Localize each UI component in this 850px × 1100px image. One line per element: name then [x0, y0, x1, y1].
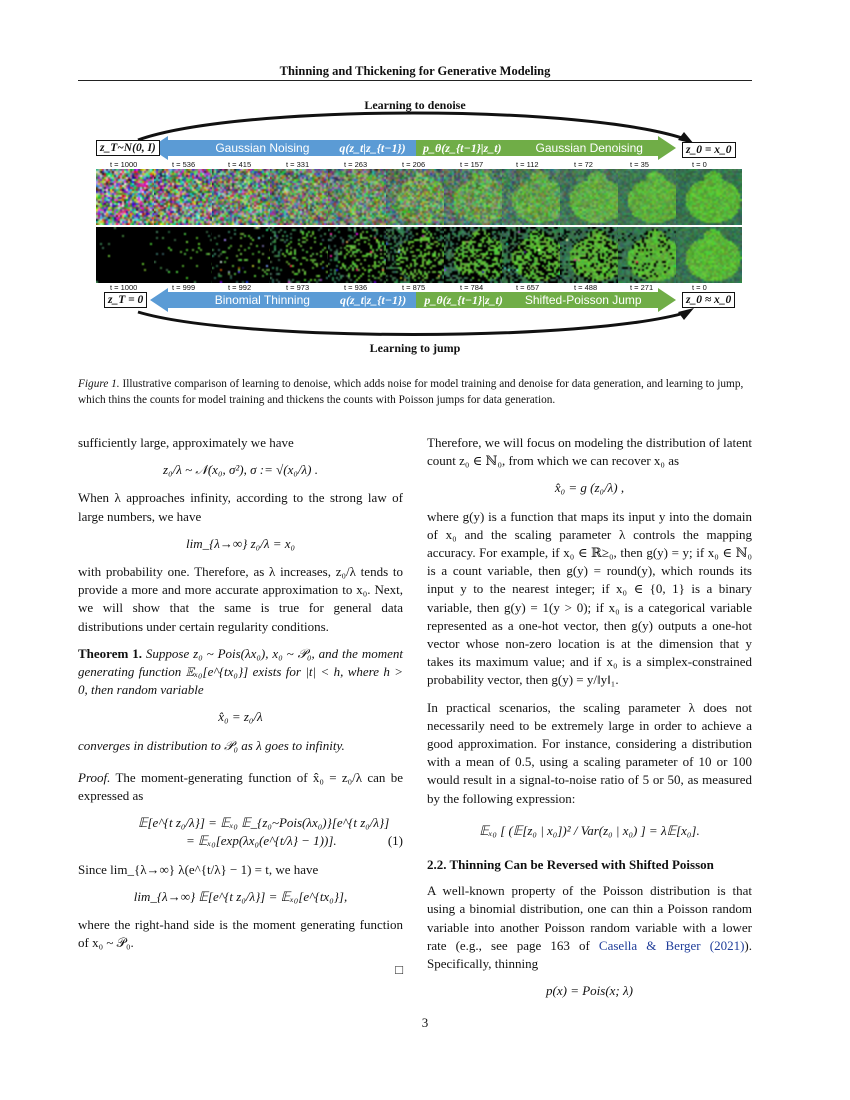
bottom-right-box: z_0 ≈ x_0	[682, 292, 735, 308]
top-left-box: z_T~N(0, I)	[96, 140, 160, 156]
frame-tile	[444, 227, 510, 283]
paragraph: with probability one. Therefore, as λ increases, z₀/λ tends to provide a more and more accurate approximation to x₀. Next, we will show that the same is true for general data distributions under certain regularity conditions.	[78, 564, 403, 634]
proof-text: The moment-generating function of x̂₀ = z₀/λ can be expressed as	[78, 769, 403, 804]
equation-line: = 𝔼ₓ₀[exp(λx₀(e^{t/λ} − 1))].	[186, 833, 337, 849]
running-title: Thinning and Thickening for Generative Modeling	[279, 64, 551, 78]
theorem-1	[78, 645, 403, 700]
tick: t = 1000	[110, 160, 138, 169]
arc-arrows	[78, 92, 752, 360]
label-learning-to-jump: Learning to jump	[369, 341, 461, 355]
tick: t = 875	[402, 283, 426, 292]
tick: t = 206	[402, 160, 426, 169]
tick: t = 1000	[110, 283, 138, 292]
frame-tile	[560, 169, 626, 225]
qed-symbol: □	[395, 962, 403, 978]
bottom-bar-blue-label	[208, 290, 413, 310]
paragraph: Since lim_{λ→∞} λ(e^{t/λ} − 1) = t, we have	[78, 861, 319, 877]
bottom-forward-eq: q(z_t|z_{t−1})	[339, 292, 407, 307]
tick: t = 263	[344, 160, 368, 169]
left-column	[78, 434, 403, 980]
tick: t = 657	[516, 283, 540, 292]
tick: t = 784	[460, 283, 484, 292]
text: ). Specifically, thinning	[427, 937, 752, 972]
frame-tile	[502, 169, 568, 225]
gaussian-noising-text: Gaussian Noising	[215, 141, 310, 155]
frame-tile	[676, 227, 742, 283]
frame-tile	[154, 227, 220, 283]
top-bar-green-label	[418, 138, 648, 158]
figure-1	[78, 92, 752, 360]
equation: z₀/λ ~ 𝒩(x₀, σ²), σ := √(x₀/λ) .	[163, 462, 318, 478]
top-reverse-eq: p_θ(z_{t−1}|z_t)	[423, 140, 502, 155]
tick: t = 331	[286, 160, 310, 169]
figure-caption	[78, 376, 752, 408]
frame-tile	[270, 227, 336, 283]
tick: t = 999	[172, 283, 196, 292]
denoise-image-strip	[96, 169, 736, 225]
bottom-arc	[138, 312, 688, 335]
frame-tile	[328, 169, 394, 225]
frame-tile	[96, 169, 162, 225]
tick: t = 112	[516, 160, 539, 169]
frame-tile	[560, 227, 626, 283]
page-number: 3	[421, 1015, 429, 1030]
equation-number: (1)	[387, 833, 403, 849]
top-forward-eq: q(z_t|z_{t−1})	[339, 140, 406, 155]
text: A well-known property of the Poisson distribution is that using a binomial distribution, one can thin a Poisson random variable into another Poisson random variable with a lower rate (e.g., see page 163 of	[427, 883, 752, 953]
gaussian-denoising-text: Gaussian Denoising	[535, 141, 643, 155]
equation: 𝔼ₓ₀ [ (𝔼[z₀ | x₀])² / Var(z₀ | x₀) ] = λ𝔼[x₀].	[479, 822, 700, 838]
frame-tile	[676, 169, 742, 225]
paragraph: When λ approaches infinity, according to the strong law of large numbers, we have	[78, 490, 403, 524]
paragraph: In practical scenarios, the scaling parameter λ does not necessarily need to be extremely large in order to achieve a good approximation. For instance, considering a distribution with a mean of 0.5, using a scaling parameter of 10 or 100 would result in a signal-to-noise ratio of 5 or 50, as measured by the following expression:	[427, 699, 752, 806]
caption-text: Illustrative comparison of learning to denoise, which adds noise for model training and denoise for data generation, and learning to jump, which thins the counts for model training and thickens the counts with Poisson jumps for data generation.	[78, 378, 744, 406]
tick: t = 0	[692, 160, 707, 169]
paragraph: Therefore, we will focus on modeling the distribution of latent count z₀ ∈ ℕ₀, from which we can recover x₀ as	[427, 435, 752, 469]
theorem-tail: converges in distribution to 𝒫₀ as λ goes to infinity.	[78, 737, 345, 753]
header-rule	[78, 80, 752, 81]
tick: t = 992	[228, 283, 252, 292]
paragraph: where the right-hand side is the moment generating function of x₀ ~ 𝒫₀.	[78, 917, 403, 951]
frame-tile	[328, 227, 394, 283]
proof-label: Proof.	[78, 769, 111, 785]
frame-tile	[270, 169, 336, 225]
theorem-label: Theorem 1.	[78, 645, 142, 661]
bottom-reverse-eq: p_θ(z_{t−1}|z_t)	[424, 292, 503, 307]
frame-tile	[386, 169, 452, 225]
frame-tile	[618, 169, 684, 225]
jump-image-strip	[96, 227, 736, 283]
theorem-text: Suppose z₀ ~ Pois(λx₀), x₀ ~ 𝒫₀, and the moment generating function 𝔼ₓ₀[e^{tx₀}] exists for |t| < h, where h > 0, then random variable	[78, 645, 403, 698]
shifted-poisson-jump-text: Shifted-Poisson Jump	[524, 293, 642, 307]
frame-tile	[502, 227, 568, 283]
frame-tile	[212, 169, 278, 225]
equation: x̂₀ = g (z₀/λ) ,	[554, 480, 625, 496]
equation-line-numbered	[78, 832, 403, 850]
top-bar-arrows	[78, 136, 752, 160]
tick: t = 35	[630, 160, 649, 169]
tick: t = 973	[286, 283, 310, 292]
tick: t = 936	[344, 283, 368, 292]
frame-tile	[618, 227, 684, 283]
tick: t = 157	[460, 160, 484, 169]
equation: x̂₀ = z₀/λ	[218, 709, 263, 725]
bottom-bar-arrows	[78, 288, 752, 312]
caption-label: Figure 1.	[78, 378, 120, 390]
bottom-left-box: z_T = 0	[104, 292, 147, 308]
tick: t = 536	[172, 160, 196, 169]
top-right-box: z_0 = x_0	[682, 142, 736, 158]
paragraph: where g(y) is a function that maps its input y into the domain of x₀ and the scaling parameter λ controls the mapping accuracy. For example, if x₀ ∈ ℝ≥₀, then g(y) = y; if x₀ ∈ ℕ₀ is a count variable, then g(y) = round(y), which rounds its input y to the nearest integer; if x₀ ∈ {0, 1} is a binary variable, then g(y) = 1(y > 0); if x₀ is a categorical variable represented as a one-hot vector, then g(y) outputs a one-hot vector whose non-zero location is at the dimension that y takes its maximum value; and if x₀ is a simplex-constrained probability vector, then g(y) = y/‖y‖₁.	[427, 508, 752, 688]
paragraph-with-citation	[427, 882, 752, 973]
tick: t = 72	[574, 160, 593, 169]
equation: lim_{λ→∞} z₀/λ = x₀	[185, 535, 296, 551]
label-learning-to-denoise: Learning to denoise	[364, 98, 466, 112]
tick: t = 415	[228, 160, 252, 169]
top-bar-blue-label	[208, 138, 413, 158]
frame-tile	[444, 169, 510, 225]
frame-tile	[154, 169, 220, 225]
equation-1	[78, 814, 403, 850]
paragraph: sufficiently large, approximately we have	[78, 435, 294, 450]
binomial-thinning-text: Binomial Thinning	[214, 293, 310, 307]
frame-tile	[212, 227, 278, 283]
proof	[78, 769, 403, 805]
frame-tile	[386, 227, 452, 283]
equation: lim_{λ→∞} 𝔼[e^{t z₀/λ}] = 𝔼ₓ₀[e^{tx₀}],	[133, 888, 348, 904]
right-column	[427, 434, 752, 1010]
tick: t = 0	[692, 283, 707, 292]
bottom-bar-green-label	[418, 290, 648, 310]
tick: t = 488	[574, 283, 598, 292]
tick: t = 271	[630, 283, 654, 292]
section-heading: 2.2. Thinning Can be Reversed with Shifted Poisson	[427, 857, 714, 873]
equation-line: 𝔼[e^{t z₀/λ}] = 𝔼ₓ₀ 𝔼_{z₀~Pois(λx₀)}[e^{t z₀/λ}]	[138, 815, 390, 831]
equation: p(x) = Pois(x; λ)	[546, 983, 633, 999]
citation-link[interactable]: Casella & Berger (2021)	[598, 937, 745, 953]
frame-tile	[96, 227, 162, 283]
